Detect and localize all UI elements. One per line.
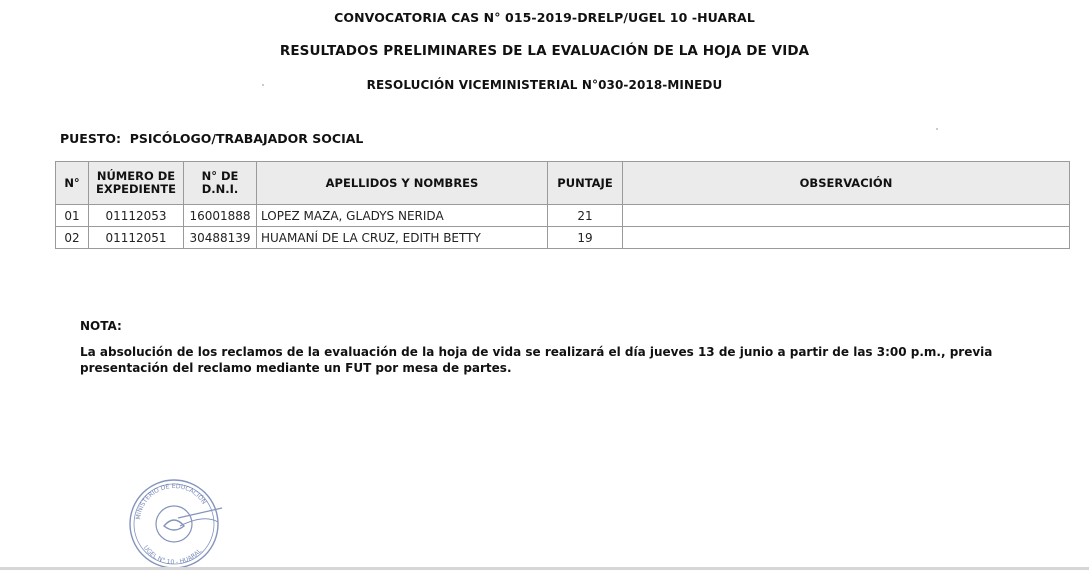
cell-puntaje: 21	[548, 205, 623, 227]
results-table	[55, 161, 1070, 249]
puesto-value: PSICÓLOGO/TRABAJADOR SOCIAL	[129, 131, 364, 146]
svg-text:MINISTERIO DE EDUCACIÓN	[135, 483, 208, 520]
cell-no: 02	[56, 227, 89, 249]
puesto-label: PUESTO:	[60, 131, 122, 146]
cell-dni: 30488139	[184, 227, 257, 249]
scan-speck	[262, 84, 264, 86]
puesto-line	[60, 131, 363, 146]
cell-no: 01	[56, 205, 89, 227]
cell-expediente: 01112053	[89, 205, 184, 227]
cell-puntaje: 19	[548, 227, 623, 249]
scan-speck	[936, 128, 938, 130]
col-header-expediente: NÚMERO DE EXPEDIENTE	[89, 162, 184, 205]
document-title: RESULTADOS PRELIMINARES DE LA EVALUACIÓN DE LA HOJA DE VIDA	[279, 43, 810, 59]
official-seal-stamp-icon	[118, 470, 230, 570]
table-header-row	[56, 162, 1070, 205]
col-header-puntaje: PUNTAJE	[548, 162, 623, 205]
cell-observacion	[623, 227, 1070, 249]
document-header-line-1: CONVOCATORIA CAS N° 015-2019-DRELP/UGEL 10 -HUARAL	[334, 10, 755, 25]
nota-text: La absolución de los reclamos de la evaluación de la hoja de vida se realizará el día jueves 13 de junio a partir de las 3:00 p.m., previa presentación del reclamo mediante un FUT por mesa de partes.	[80, 345, 993, 375]
document-header-resolution: RESOLUCIÓN VICEMINISTERIAL N°030-2018-MINEDU	[366, 78, 723, 92]
col-header-nombres: APELLIDOS Y NOMBRES	[257, 162, 548, 205]
nota-title: NOTA:	[80, 319, 122, 333]
table-row	[56, 227, 1070, 249]
col-header-observacion: OBSERVACIÓN	[623, 162, 1070, 205]
col-header-no: N°	[56, 162, 89, 205]
cell-dni: 16001888	[184, 205, 257, 227]
cell-nombres: LOPEZ MAZA, GLADYS NERIDA	[257, 205, 548, 227]
table-row	[56, 205, 1070, 227]
seal-text-bottom: UGEL N° 10 - HUARAL	[141, 544, 204, 567]
seal-text-top: MINISTERIO DE EDUCACIÓN	[135, 482, 208, 521]
cell-nombres: HUAMANÍ DE LA CRUZ, EDITH BETTY	[257, 227, 548, 249]
cell-expediente: 01112051	[89, 227, 184, 249]
cell-observacion	[623, 205, 1070, 227]
col-header-dni: N° DE D.N.I.	[184, 162, 257, 205]
